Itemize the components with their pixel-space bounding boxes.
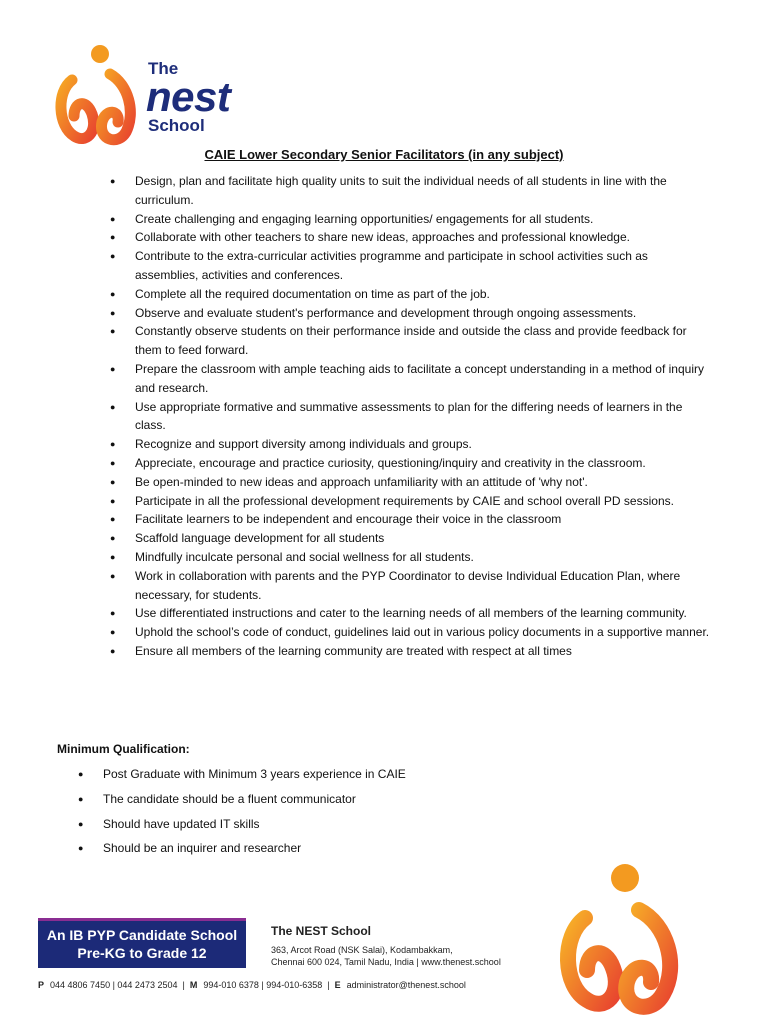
school-logo [52,40,262,152]
phone-label: P [38,980,45,990]
list-item: ● Design, plan and facilitate high quality units to suit the individual needs of all students in line with the curriculum. [110,172,710,210]
email-label: E [334,980,341,990]
mobile-label: M [189,980,198,990]
list-item: ● Be open-minded to new ideas and approach unfamiliarity with an attitude of 'why not'. [110,473,710,492]
list-item: ● Scaffold language development for all students [110,529,710,548]
contact-line [38,980,466,990]
list-item: ● Create challenging and engaging learning opportunities/ engagements for all students. [110,210,710,229]
school-address [271,924,501,968]
list-item: ● Observe and evaluate student's performance and development through ongoing assessments. [110,304,710,323]
list-item: ● Use appropriate formative and summative assessments to plan for the differing needs of learners in the class. [110,398,710,436]
list-item: ● Prepare the classroom with ample teaching aids to facilitate a concept understanding in a method of inquiry and research. [110,360,710,398]
banner-line-2: Pre-KG to Grade 12 [77,945,207,961]
nest-figure-logo-icon [52,40,152,152]
responsibilities-list [110,172,710,661]
list-item: ● Collaborate with other teachers to share new ideas, approaches and professional knowledge. [110,228,710,247]
list-item: ● Work in collaboration with parents and the PYP Coordinator to devise Individual Education Plan, where necessary, for students. [110,567,710,605]
list-item: ● Facilitate learners to be independent and encourage their voice in the classroom [110,510,710,529]
qualification-list [78,765,406,864]
banner-line-1: An IB PYP Candidate School [46,927,238,943]
logo-school-text: School [148,115,205,135]
list-item: ● Appreciate, encourage and practice curiosity, questioning/inquiry and creativity in the classroom. [110,454,710,473]
qualification-item: ● Should be an inquirer and researcher [78,839,406,857]
separator: | [327,980,330,990]
list-item: ● Uphold the school’s code of conduct, guidelines laid out in various policy documents in a supportive manner. [110,623,710,642]
list-item: ● Participate in all the professional development requirements by CAIE and school overall PD sessions. [110,492,710,511]
ib-pyp-banner [38,918,246,968]
email-address: administrator@thenest.school [346,980,466,990]
address-line-1: 363, Arcot Road (NSK Salai), Kodambakkam, [271,945,453,955]
qualification-heading: Minimum Qualification: [57,742,190,756]
nest-figure-logo-icon [555,858,695,1024]
list-item: ● Contribute to the extra-curricular activities programme and participate in school activities such as assemblies, activities and conferences. [110,247,710,285]
list-item: ● Mindfully inculcate personal and social wellness for all students. [110,548,710,567]
logo-the-text: The [148,59,179,78]
document-title: CAIE Lower Secondary Senior Facilitators (in any subject) [204,147,564,162]
qualification-item: ● Post Graduate with Minimum 3 years experience in CAIE [78,765,406,783]
phone-numbers: 044 4806 7450 | 044 2473 2504 [50,980,178,990]
list-item: ● Complete all the required documentation on time as part of the job. [110,285,710,304]
list-item: ● Ensure all members of the learning community are treated with respect at all times [110,642,710,661]
logo-nest-text: nest [146,73,231,120]
separator: | [182,980,185,990]
mobile-numbers: 994-010 6378 | 994-010-6358 [203,980,323,990]
qualification-item: ● Should have updated IT skills [78,815,406,833]
address-line-2: Chennai 600 024, Tamil Nadu, India | www.thenest.school [271,957,501,967]
list-item: ● Constantly observe students on their performance inside and outside the class and provide feedback for them to feed forward. [110,322,710,360]
list-item: ● Recognize and support diversity among individuals and groups. [110,435,710,454]
footer-school-name: The NEST School [271,924,372,938]
qualification-item: ● The candidate should be a fluent communicator [78,790,406,808]
list-item: ● Use differentiated instructions and cater to the learning needs of all members of the learning community. [110,604,710,623]
